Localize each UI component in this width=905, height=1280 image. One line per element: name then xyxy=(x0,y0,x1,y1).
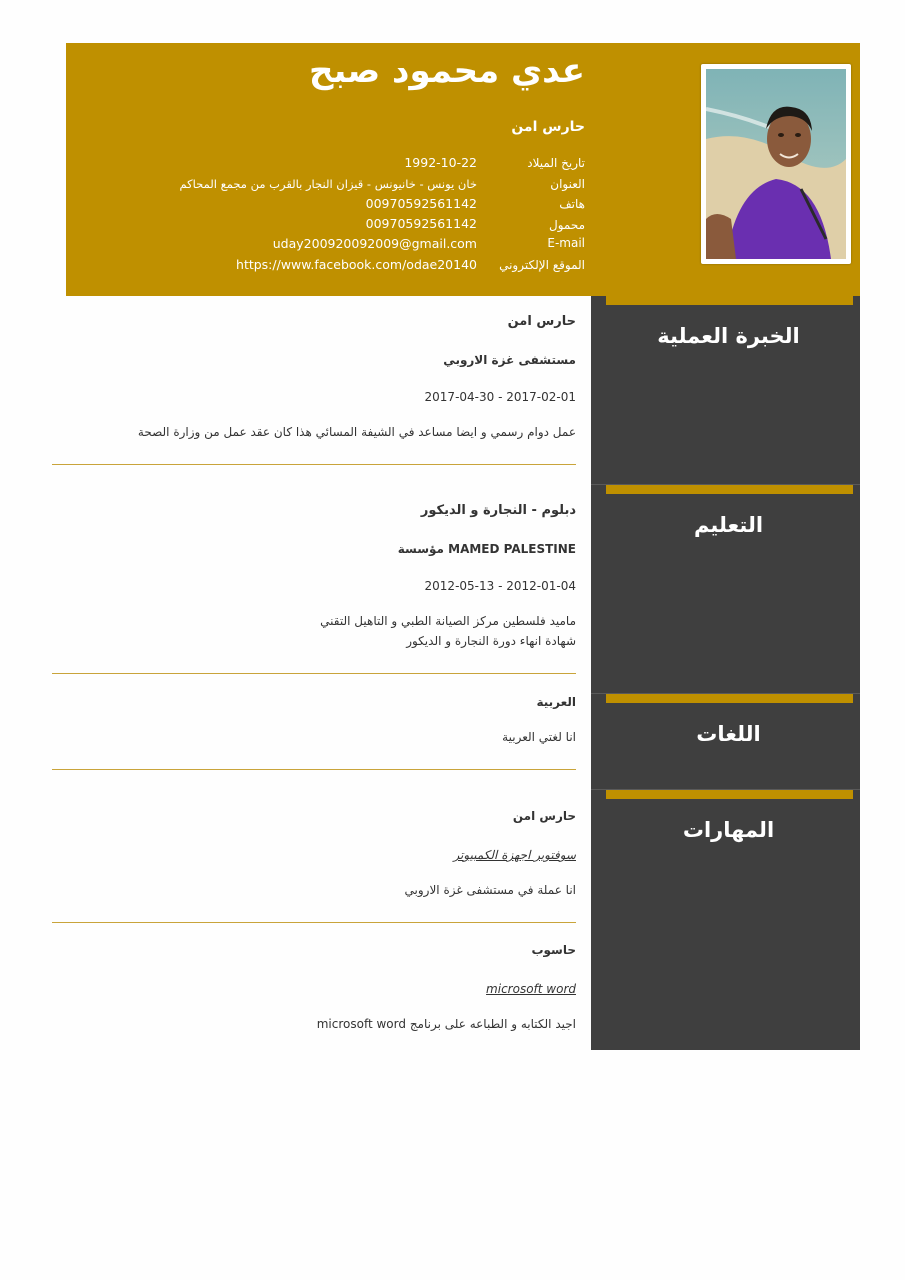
education-org-text: مؤسسة MAMED PALESTINE xyxy=(397,542,576,556)
value-address: خان يونس - خانيونس - قيزان النجار بالقرب من مجمع المحاكم xyxy=(179,177,477,191)
label-email: E-mail xyxy=(547,236,585,250)
divider xyxy=(52,922,576,923)
value-phone: 00970592561142 xyxy=(365,196,477,211)
divider xyxy=(52,673,576,674)
accent-bar xyxy=(606,296,853,305)
language-desc: انا لغتي العربية xyxy=(502,730,576,744)
section-title-education: التعليم xyxy=(693,513,764,537)
value-birthdate: 1992-10-22 xyxy=(404,155,477,170)
skill-entry xyxy=(52,943,576,1038)
skill-desc: اجيد الكتابه و الطباعه على برنامج microsoft word xyxy=(316,1017,576,1031)
sidebar-experience xyxy=(591,296,860,485)
label-website: الموقع الإلكتروني xyxy=(499,258,585,272)
label-birthdate: تاريخ الميلاد xyxy=(527,156,585,170)
section-title-skills: المهارات xyxy=(682,818,775,842)
label-mobile: محمول xyxy=(548,218,585,232)
profile-photo-frame xyxy=(701,64,851,264)
experience-desc: عمل دوام رسمي و ايضا مساعد في الشيفة المسائي هذا كان عقد عمل من وزارة الصحة xyxy=(137,425,576,439)
skill-desc: انا عملة في مستشفى غزة الاروبي xyxy=(404,883,576,897)
section-title-experience: الخبرة العملية xyxy=(657,324,800,348)
candidate-name: عدي محمود صبح xyxy=(308,51,585,91)
skill-title: حاسوب xyxy=(531,943,576,957)
education-entry xyxy=(52,503,576,653)
experience-entry xyxy=(52,314,576,454)
job-title: حارس امن xyxy=(511,119,585,135)
label-address: العنوان xyxy=(550,177,585,191)
accent-bar xyxy=(606,790,853,799)
experience-dates: 2017-02-01 - 2017-04-30 xyxy=(424,390,576,404)
sidebar-education xyxy=(591,485,860,694)
value-website[interactable]: https://www.facebook.com/odae20140 xyxy=(236,257,477,272)
label-phone: هاتف xyxy=(559,197,585,211)
experience-org: مستشفى غزة الاروبي xyxy=(443,353,576,367)
divider xyxy=(52,464,576,465)
sidebar-skills xyxy=(591,790,860,1050)
accent-bar xyxy=(606,694,853,703)
language-name: العربية xyxy=(536,695,576,709)
sidebar-languages xyxy=(591,694,860,790)
divider xyxy=(52,769,576,770)
language-entry xyxy=(52,695,576,755)
section-title-languages: اللغات xyxy=(696,722,761,746)
header-banner xyxy=(66,43,860,296)
experience-title: حارس امن xyxy=(507,314,576,329)
profile-photo xyxy=(706,69,846,259)
skill-title: حارس امن xyxy=(512,809,576,823)
skill-subtitle: microsoft word xyxy=(486,982,576,996)
education-org xyxy=(52,542,576,556)
education-dates: 2012-01-04 - 2012-05-13 xyxy=(424,579,576,593)
skill-subtitle: سوفتوير اجهزة الكمبيوتر xyxy=(453,848,576,862)
value-email[interactable]: uday200920092009@gmail.com xyxy=(272,236,477,251)
education-title: دبلوم - النجارة و الديكور xyxy=(420,503,576,518)
skill-entry xyxy=(52,809,576,904)
value-mobile: 00970592561142 xyxy=(365,216,477,231)
accent-bar xyxy=(606,485,853,494)
education-desc-1: ماميد فلسطين مركز الصيانة الطبي و التاهيل التقني xyxy=(320,614,576,628)
education-desc-2: شهادة انهاء دورة النجارة و الديكور xyxy=(406,634,576,648)
